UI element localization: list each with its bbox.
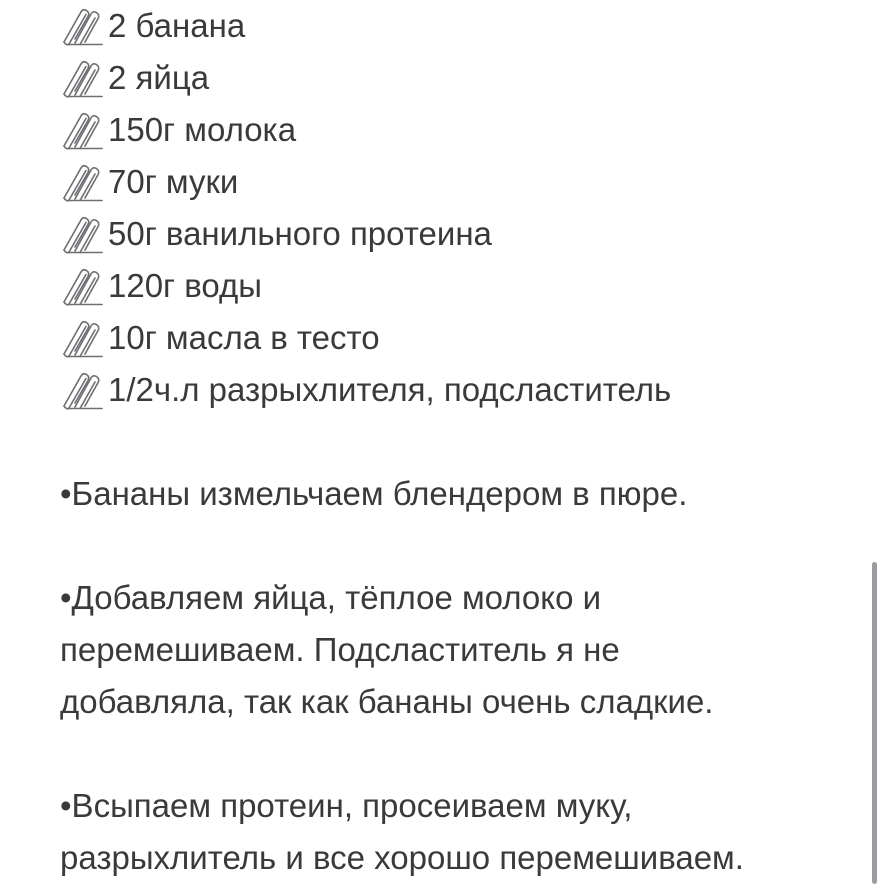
- ingredient-item: [60, 0, 860, 52]
- spacer: [60, 416, 860, 468]
- step-paragraph: [60, 780, 860, 884]
- ingredient-text: 2 яйца: [108, 59, 210, 96]
- paperclip-icon: [60, 6, 106, 46]
- ingredient-text: 120г воды: [108, 267, 263, 304]
- step-line: добавляла, так как бананы очень сладкие.: [60, 683, 714, 720]
- ingredient-text: 2 банана: [108, 7, 246, 44]
- paperclip-icon: [60, 58, 106, 98]
- ingredient-text: 10г масла в тесто: [108, 319, 380, 356]
- ingredient-item: [60, 260, 860, 312]
- spacer: [60, 520, 860, 572]
- step-line: •Всыпаем протеин, просеиваем муку,: [60, 787, 633, 824]
- ingredient-text: 70г муки: [108, 163, 239, 200]
- paperclip-icon: [60, 318, 106, 358]
- paperclip-icon: [60, 110, 106, 150]
- ingredient-item: [60, 52, 860, 104]
- ingredient-text: 50г ванильного протеина: [108, 215, 492, 252]
- ingredient-item: [60, 312, 860, 364]
- step-line: перемешиваем. Подсластитель я не: [60, 631, 620, 668]
- ingredient-item: [60, 104, 860, 156]
- step-paragraph: [60, 572, 860, 728]
- ingredient-item: [60, 364, 860, 416]
- ingredient-item: [60, 208, 860, 260]
- paperclip-icon: [60, 162, 106, 202]
- ingredient-text: 1/2ч.л разрыхлителя, подсластитель: [108, 371, 672, 408]
- spacer: [60, 728, 860, 780]
- step-paragraph: [60, 468, 860, 520]
- paperclip-icon: [60, 214, 106, 254]
- note-content: [60, 0, 860, 884]
- vertical-scrollbar[interactable]: [872, 562, 877, 884]
- ingredient-list: [60, 0, 860, 416]
- paperclip-icon: [60, 266, 106, 306]
- step-line: •Бананы измельчаем блендером в пюре.: [60, 475, 688, 512]
- ingredient-item: [60, 156, 860, 208]
- step-line: •Добавляем яйца, тёплое молоко и: [60, 579, 602, 616]
- step-line: разрыхлитель и все хорошо перемешиваем.: [60, 839, 744, 876]
- ingredient-text: 150г молока: [108, 111, 297, 148]
- paperclip-icon: [60, 370, 106, 410]
